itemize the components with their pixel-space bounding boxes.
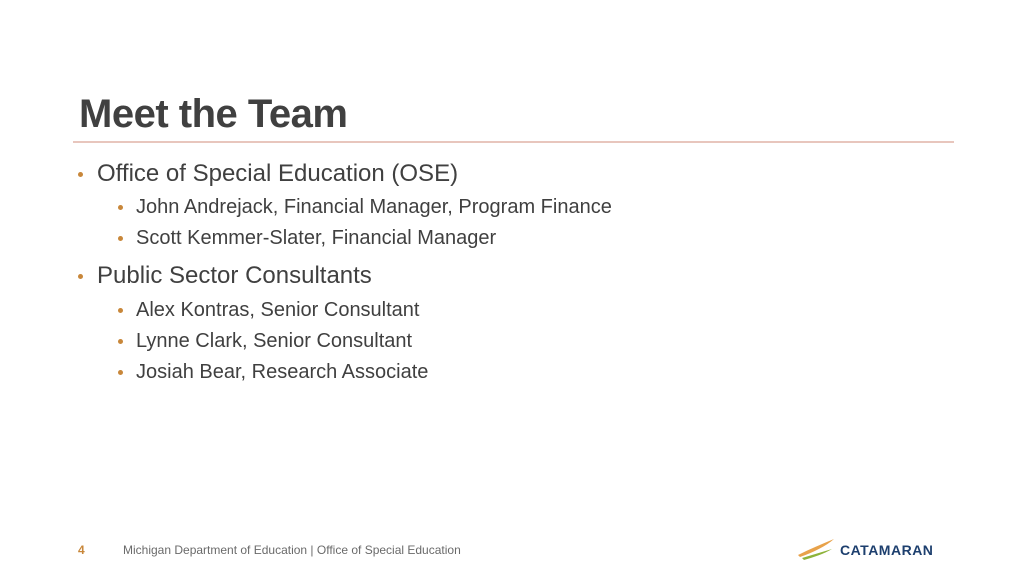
catamaran-logo (796, 536, 956, 562)
section-heading-ose (97, 159, 458, 189)
bullet-icon (78, 172, 83, 177)
list-item (136, 297, 420, 323)
title-divider (73, 141, 954, 143)
section-heading-text: Public Sector Consultants (97, 262, 372, 289)
list-item (136, 359, 428, 385)
bullet-icon (118, 205, 123, 210)
section-heading-text: Office of Special Education (OSE) (97, 160, 459, 187)
list-item-text: Scott Kemmer-Slater, Financial Manager (136, 227, 497, 249)
logo-text: CATAMARAN (840, 542, 934, 558)
list-item-text: Josiah Bear, Research Associate (136, 361, 429, 383)
list-item-text: John Andrejack, Financial Manager, Program Finance (136, 196, 612, 218)
list-item (136, 328, 412, 354)
list-item-text: Lynne Clark, Senior Consultant (136, 330, 413, 352)
sail-logo-icon (796, 536, 836, 562)
bullet-icon (118, 236, 123, 241)
bullet-icon (118, 308, 123, 313)
slide-title: Meet the Team (79, 92, 348, 136)
list-item (136, 225, 496, 251)
page-number: 4 (78, 543, 85, 557)
list-item (136, 194, 612, 220)
section-heading-psc (97, 261, 372, 291)
list-item-text: Alex Kontras, Senior Consultant (136, 299, 420, 321)
footer-text: Michigan Department of Education | Office of Special Education (123, 543, 461, 557)
bullet-icon (118, 370, 123, 375)
bullet-icon (118, 339, 123, 344)
bullet-icon (78, 274, 83, 279)
